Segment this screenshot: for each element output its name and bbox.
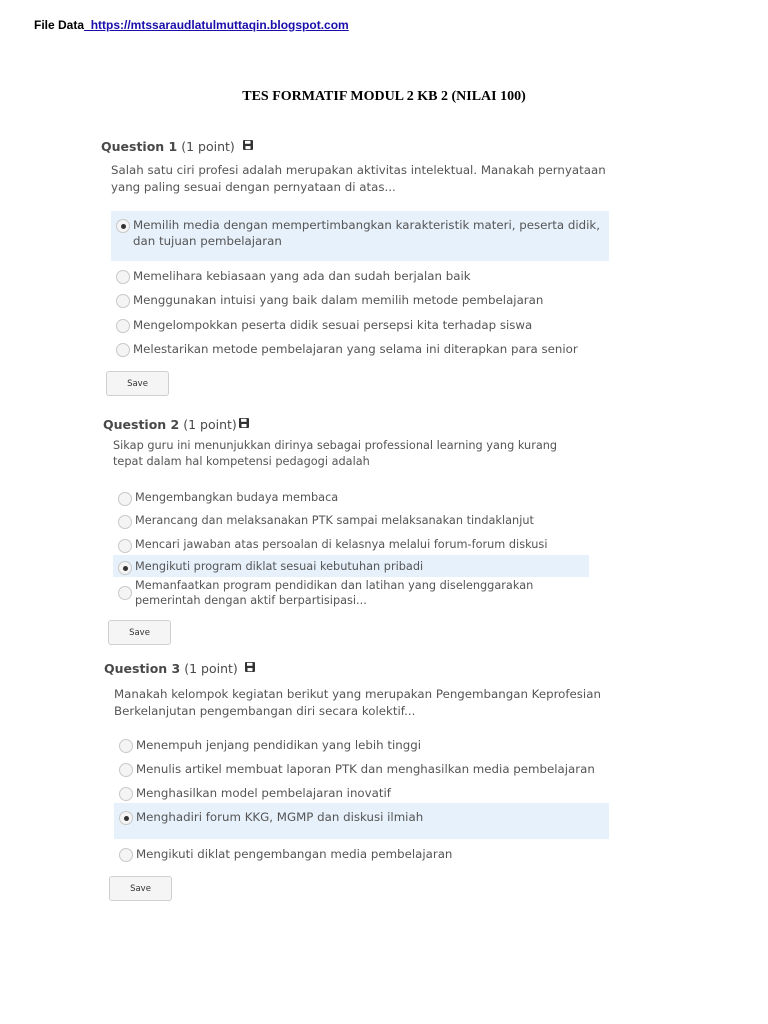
radio-button[interactable] (119, 811, 133, 825)
question-3 (104, 660, 624, 720)
option-q2-3[interactable] (113, 537, 589, 557)
question-text: Sikap guru ini menunjukkan dirinya sebagai professional learning yang kurang tepat dalam hal kompetensi pedagogi adalah (113, 439, 558, 468)
option-q2-1[interactable] (113, 490, 589, 510)
option-label: Merancang dan melaksanakan PTK sampai melaksanakan tindaklanjut (135, 514, 534, 527)
question-1 (101, 138, 621, 196)
question-header (103, 416, 623, 434)
option-q2-4[interactable] (113, 555, 589, 577)
question-text: Manakah kelompok kegiatan berikut yang merupakan Pengembangan Keprofesian Berkelanjutan pengembangan diri secara kolektif... (114, 687, 601, 718)
option-q2-2[interactable] (113, 513, 589, 533)
option-q1-4[interactable] (111, 317, 609, 337)
radio-button[interactable] (116, 270, 130, 284)
option-label: Memilih media dengan mempertimbangkan karakteristik materi, peserta didik, dan tujuan pembelajaran (133, 218, 600, 248)
save-button[interactable]: Save (108, 620, 171, 645)
question-header (104, 660, 624, 678)
option-label: Mengikuti diklat pengembangan media pembelajaran (136, 847, 453, 861)
option-label: Menghasilkan model pembelajaran inovatif (136, 786, 391, 800)
question-header (101, 138, 621, 156)
file-data-label: File Data (34, 18, 85, 32)
radio-button[interactable] (119, 739, 133, 753)
question-title: Question 3 (104, 661, 181, 676)
floppy-disk-icon[interactable] (245, 662, 255, 672)
question-points: (1 point) (184, 661, 238, 676)
question-points: (1 point) (183, 417, 237, 432)
option-label: Mengembangkan budaya membaca (135, 491, 339, 504)
radio-button[interactable] (118, 586, 132, 600)
question-title: Question 2 (103, 417, 180, 432)
floppy-disk-icon[interactable] (243, 140, 253, 150)
option-label: Mengikuti program diklat sesuai kebutuhan pribadi (135, 560, 424, 573)
option-label: Melestarikan metode pembelajaran yang selama ini diterapkan para senior (133, 342, 578, 356)
option-q3-5[interactable] (114, 846, 609, 866)
radio-button[interactable] (118, 492, 132, 506)
radio-button[interactable] (116, 294, 130, 308)
radio-button[interactable] (119, 848, 133, 862)
radio-button[interactable] (116, 343, 130, 357)
question-2 (103, 416, 623, 470)
option-q1-5[interactable] (111, 341, 609, 361)
question-points: (1 point) (181, 139, 235, 154)
option-label: Memanfaatkan program pendidikan dan latihan yang diselenggarakan pemerintah dengan aktif berpartisipasi... (135, 579, 534, 607)
option-label: Memelihara kebiasaan yang ada dan sudah berjalan baik (133, 269, 471, 283)
option-label: Menulis artikel membuat laporan PTK dan menghasilkan media pembelajaran (136, 762, 595, 776)
option-label: Mengelompokkan peserta didik sesuai persepsi kita terhadap siswa (133, 318, 533, 332)
radio-button[interactable] (116, 219, 130, 233)
radio-button[interactable] (116, 319, 130, 333)
option-q1-2[interactable] (111, 268, 609, 288)
save-button[interactable]: Save (109, 876, 172, 901)
option-label: Menggunakan intuisi yang baik dalam memilih metode pembelajaran (133, 293, 544, 307)
option-q2-5[interactable] (113, 578, 589, 610)
question-text: Salah satu ciri profesi adalah merupakan aktivitas intelektual. Manakah pernyataan yang paling sesuai dengan pernyataan di atas... (111, 163, 606, 194)
radio-button[interactable] (119, 763, 133, 777)
floppy-disk-icon[interactable] (239, 418, 249, 428)
option-q1-1[interactable] (111, 211, 609, 261)
option-label: Menempuh jenjang pendidikan yang lebih tinggi (136, 738, 422, 752)
radio-button[interactable] (119, 787, 133, 801)
option-q3-4[interactable] (114, 803, 609, 839)
radio-button[interactable] (118, 515, 132, 529)
option-q3-1[interactable] (114, 737, 609, 757)
option-label: Menghadiri forum KKG, MGMP dan diskusi ilmiah (136, 810, 424, 824)
radio-button[interactable] (118, 539, 132, 553)
question-title: Question 1 (101, 139, 178, 154)
radio-button[interactable] (118, 561, 132, 575)
save-button[interactable]: Save (106, 371, 169, 396)
option-label: Mencari jawaban atas persoalan di kelasnya melalui forum-forum diskusi (135, 538, 548, 551)
page-title: TES FORMATIF MODUL 2 KB 2 (NILAI 100) (242, 89, 526, 104)
option-q3-2[interactable] (114, 761, 609, 781)
file-header (34, 18, 349, 32)
option-q1-3[interactable] (111, 292, 609, 312)
blog-link[interactable]: _https://mtssaraudlatulmuttaqin.blogspot.com (84, 18, 349, 32)
option-q3-3[interactable] (114, 785, 609, 805)
